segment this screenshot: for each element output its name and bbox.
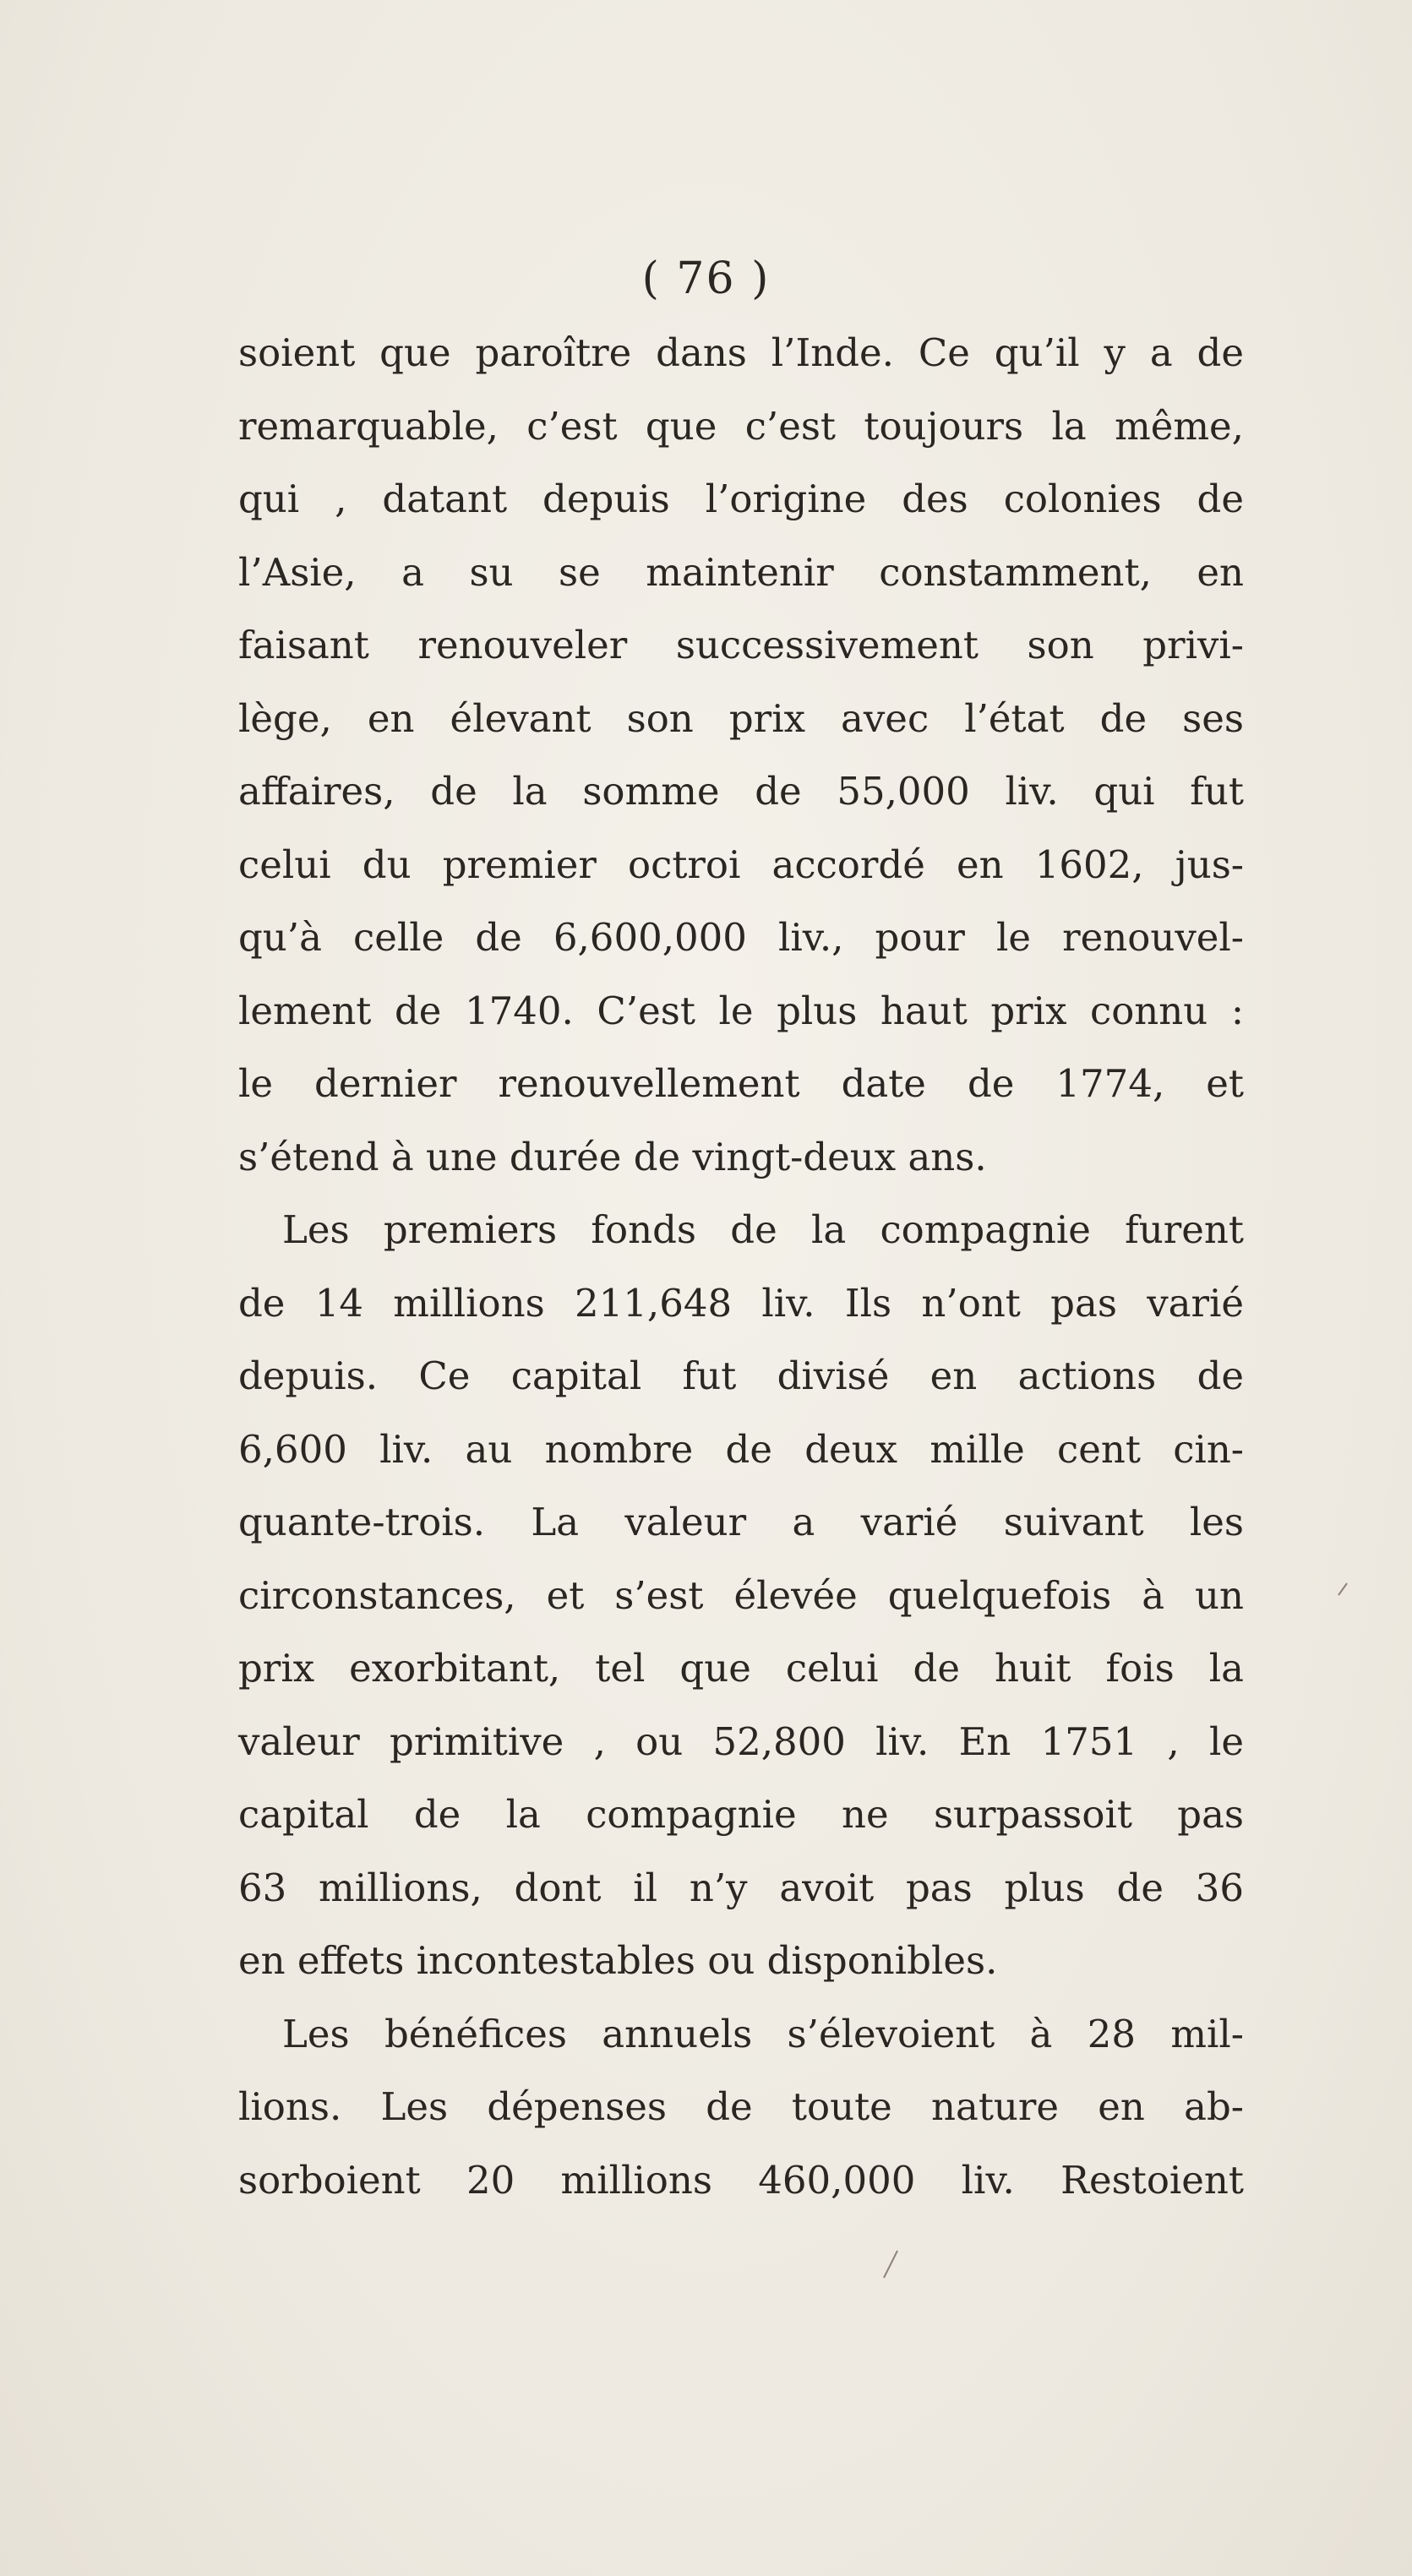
text-line: lions. Les dépenses de toute nature en ab- (238, 2084, 1244, 2129)
text-line: de 14 millions 211,648 liv. Ils n’ont pas varié (238, 1280, 1244, 1326)
text-line: le dernier renouvellement date de 1774, et (238, 1061, 1244, 1106)
text-line: circonstances, et s’est élevée quelquefois à un (238, 1572, 1244, 1618)
text-line: valeur primitive , ou 52,800 liv. En 1751 , le (238, 1718, 1244, 1764)
text-line: affaires, de la somme de 55,000 liv. qui fut (238, 769, 1244, 814)
pen-mark-icon (1333, 1580, 1350, 1600)
text-line: l’Asie, a su se maintenir constamment, en (238, 549, 1244, 595)
text-line: celui du premier octroi accordé en 1602, jus- (238, 841, 1244, 887)
text-line: Les bénéfices annuels s’élevoient à 28 mil- (282, 2011, 1244, 2056)
text-line: lement de 1740. C’est le plus haut prix connu : (238, 988, 1244, 1033)
text-line: lège, en élevant son prix avec l’état de ses (238, 695, 1244, 741)
text-line: 6,600 liv. au nombre de deux mille cent cin- (238, 1426, 1244, 1472)
text-line: soient que paroître dans l’Inde. Ce qu’il y a de (238, 330, 1244, 375)
text-line: en effets incontestables ou disponibles. (238, 1938, 998, 1983)
text-line: s’étend à une durée de vingt-deux ans. (238, 1134, 987, 1179)
text-line: capital de la compagnie ne surpassoit pas (238, 1792, 1244, 1837)
text-line: sorboient 20 millions 460,000 liv. Restoient (238, 2157, 1244, 2203)
text-line: Les premiers fonds de la compagnie furent (282, 1207, 1244, 1252)
text-line: depuis. Ce capital fut divisé en actions de (238, 1353, 1244, 1398)
text-line: faisant renouveler successivement son privi- (238, 623, 1244, 667)
text-line: qu’à celle de 6,600,000 liv., pour le renouvel- (238, 915, 1244, 960)
text-line: quante-trois. La valeur a varié suivant les (238, 1500, 1244, 1544)
text-line: remarquable, c’est que c’est toujours la même, (238, 403, 1244, 449)
text-line: prix exorbitant, tel que celui de huit fois la (238, 1646, 1244, 1691)
page-number: ( 76 ) (641, 253, 771, 304)
body-text (238, 317, 1244, 2217)
text-line: 63 millions, dont il n’y avoit pas plus de 36 (238, 1865, 1244, 1910)
pen-mark-icon (880, 2247, 901, 2281)
text-line: qui , datant depuis l’origine des colonies de (238, 477, 1244, 521)
